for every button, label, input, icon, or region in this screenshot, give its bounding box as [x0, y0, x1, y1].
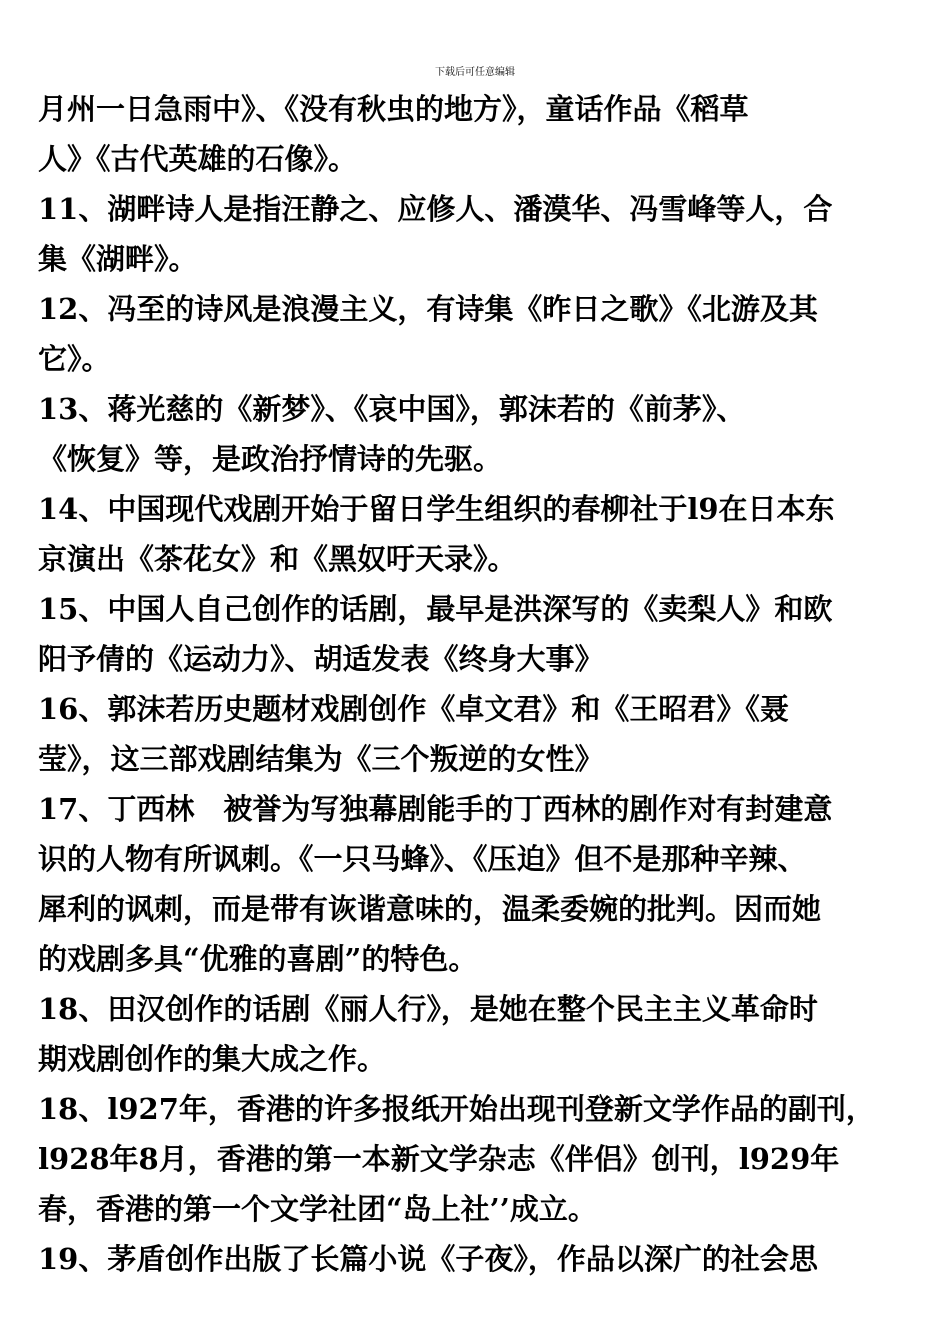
text-line: 它》。 — [38, 342, 111, 376]
text-line: 月州一日急雨中》、《没有秋虫的地方》，童话作品《稻草 — [38, 92, 749, 126]
text-line: 春，香港的第一个文学社团“岛上社’’成立。 — [38, 1192, 597, 1226]
text-line: 犀利的讽刺，而是带有诙谐意味的，温柔委婉的批判。因而她 — [38, 892, 822, 926]
text-line: 12、冯至的诗风是浪漫主义，有诗集《昨日之歌》《北游及其 — [38, 292, 818, 326]
text-line: 集《湖畔》。 — [38, 242, 198, 276]
text-line: 阳予倩的《运动力》、胡适发表《终身大事》 — [38, 642, 604, 676]
text-line: 11、湖畔诗人是指汪静之、应修人、潘漠华、冯雪峰等人，合 — [38, 192, 833, 226]
text-line: 京演出《茶花女》和《黑奴吁天录》。 — [38, 542, 517, 576]
text-line: 15、中国人自己创作的话剧，最早是洪深写的《卖梨人》和欧 — [38, 592, 833, 626]
text-line: 16、郭沫若历史题材戏剧创作《卓文君》和《王昭君》《聂 — [38, 692, 789, 726]
page-header: 下载后可任意编辑 — [435, 67, 515, 78]
text-line: 18、l927年，香港的许多报纸开始出现刊登新文学作品的副刊， — [38, 1092, 875, 1126]
text-line: 14、中国现代戏剧开始于留日学生组织的春柳社于l9在日本东 — [38, 492, 835, 526]
text-line: 19、茅盾创作出版了长篇小说《子夜》，作品以深广的社会思 — [38, 1242, 818, 1276]
text-line: 13、蒋光慈的《新梦》、《哀中国》，郭沫若的《前茅》、 — [38, 392, 746, 426]
text-line: 人》《古代英雄的石像》。 — [38, 142, 358, 176]
text-line: 《恢复》等，是政治抒情诗的先驱。 — [38, 442, 503, 476]
text-line: 的戏剧多具“优雅的喜剧”的特色。 — [38, 942, 478, 976]
document-body — [38, 84, 914, 1284]
text-line: 18、田汉创作的话剧《丽人行》，是她在整个民主主义革命时 — [38, 992, 818, 1026]
text-line: 莹》，这三部戏剧结集为《三个叛逆的女性》 — [38, 742, 604, 776]
text-line: l928年8月，香港的第一本新文学杂志《伴侣》创刊，l929年 — [38, 1142, 840, 1176]
text-line: 期戏剧创作的集大成之作。 — [38, 1042, 387, 1076]
text-line: 识的人物有所讽刺。《一只马蜂》、《压迫》但不是那种辛辣、 — [38, 842, 807, 876]
text-line: 17、丁西林 被誉为写独幕剧能手的丁西林的剧作对有封建意 — [38, 792, 833, 826]
